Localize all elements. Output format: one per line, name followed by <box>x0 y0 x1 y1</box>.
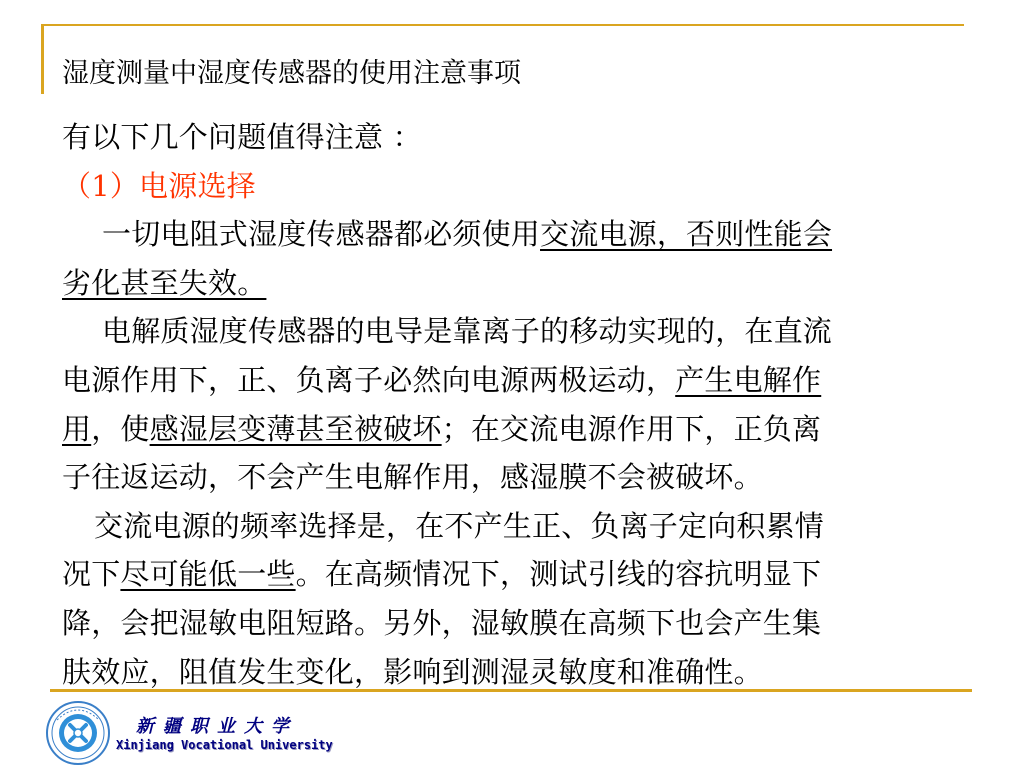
university-name-cn: 新疆职业大学 <box>136 716 298 737</box>
intro-text: 有以下几个问题值得注意 ： <box>62 120 422 154</box>
university-emblem-icon <box>45 700 111 766</box>
underlined-text: 感湿层变薄甚至被破坏 <box>149 411 442 446</box>
top-divider <box>41 24 964 26</box>
underlined-text: 用 <box>62 411 92 446</box>
paragraph-2-line-4: 子往返运动，不会产生电解作用，感湿膜不会被破坏。 <box>62 460 763 495</box>
text-run: 。在高频情况下，测试引线的容抗明显下 <box>295 557 822 592</box>
text-run: 一切电阻式湿度传感器都必须使用 <box>102 217 541 252</box>
left-accent-bar <box>41 24 44 94</box>
text-run: ；在交流电源作用下，正负离 <box>441 411 822 446</box>
paragraph-3-line-1: 交流电源的频率选择是，在不产生正、负离子定向积累情 <box>94 508 825 543</box>
paragraph-2-line-2 <box>62 356 962 405</box>
paragraph-3-line-4: 肤效应，阻值发生变化，影响到测湿灵敏度和准确性。 <box>62 654 763 689</box>
university-name-en: Xinjiang Vocational University <box>116 738 333 752</box>
text-run: ，使 <box>91 411 150 446</box>
text-run: 电源作用下，正、负离子必然向电源两极运动， <box>62 362 676 397</box>
text-run: 况下 <box>62 557 121 592</box>
paragraph-2-line-1: 电解质湿度传感器的电导是靠离子的移动实现的，在直流 <box>102 314 833 349</box>
paragraph-3-line-2 <box>62 550 962 599</box>
underlined-text: 产生电解作 <box>675 362 822 397</box>
paragraph-1-line-1 <box>62 210 962 259</box>
section-heading: （1）电源选择 <box>62 168 256 203</box>
paragraph-1-line-2 <box>62 259 962 308</box>
underlined-text: 劣化甚至失效。 <box>62 265 267 300</box>
slide-title: 湿度测量中湿度传感器的使用注意事项 <box>62 58 521 89</box>
emblem-graphic <box>45 700 111 766</box>
slide-body <box>62 113 962 696</box>
bottom-divider <box>50 689 972 692</box>
paragraph-2-line-3 <box>62 405 962 454</box>
underlined-text: 交流电源，否则性能会 <box>540 217 833 252</box>
underlined-text: 尽可能低一些 <box>120 557 296 592</box>
paragraph-3-line-3: 降，会把湿敏电阻短路。另外，湿敏膜在高频下也会产生集 <box>62 605 822 640</box>
